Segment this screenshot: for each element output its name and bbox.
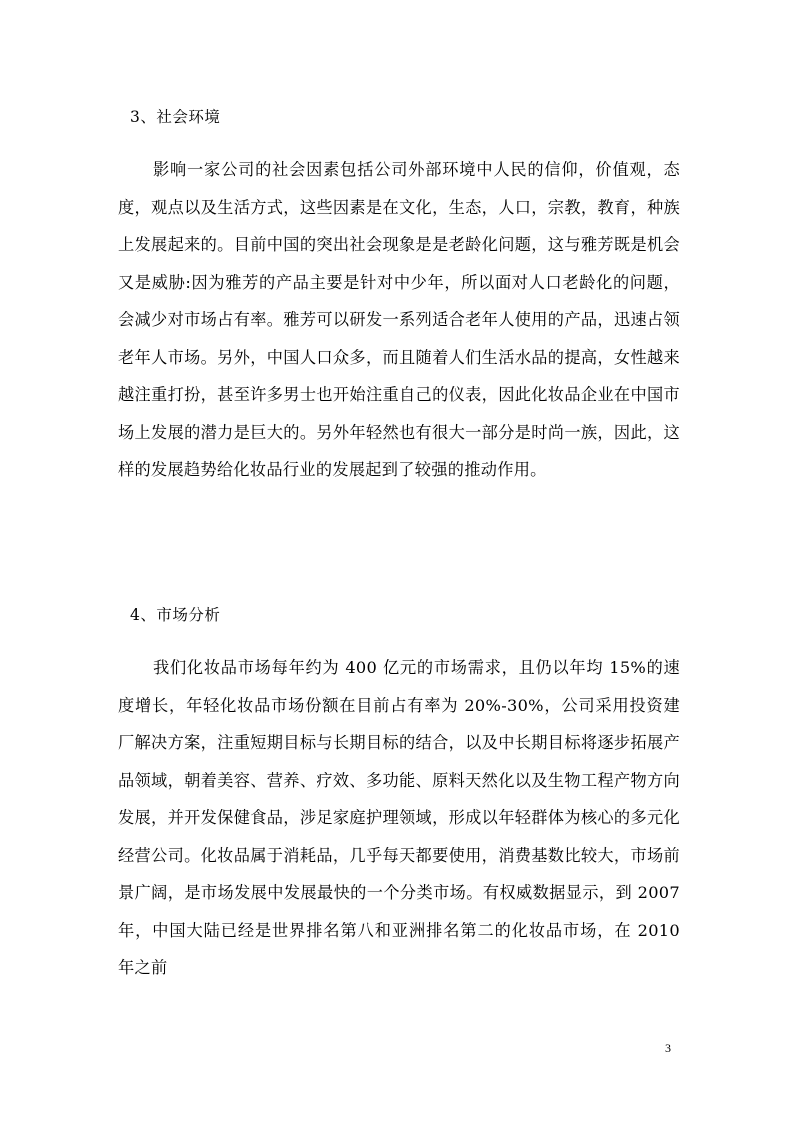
section-paragraph: 影响一家公司的社会因素包括公司外部环境中人民的信仰，价值观，态度，观点以及生活方式，这些因素是在文化，生态，人口，宗教，教育，种族上发展起来的。目前中国的突出社会现象是是老龄化问题，这与雅芳既是机会又是威胁:因为雅芳的产品主要是针对中少年，所以面对人口老龄化的问题，会减少对市场占有率。雅芳可以研发一系列适合老年人使用的产品，迅速占领老年人市场。另外，中国人口众多，而且随着人们生活水品的提高，女性越来越注重打扮，甚至许多男士也开始注重自己的仪表，因此化妆品企业在中国市场上发展的潜力是巨大的。另外年轻然也有很大一部分是时尚一族，因此，这样的发展趋势给化妆品行业的发展起到了较强的推动作用。 xyxy=(118,160,680,479)
page-number: 3 xyxy=(665,1041,671,1055)
section-paragraph: 我们化妆品市场每年约为 400 亿元的市场需求，且仍以年均 15%的速度增长，年轻化妆品市场份额在目前占有率为 20%-30%，公司采用投资建厂解决方案，注重短期目标与长期目标的结合，以及中长期目标将逐步拓展产品领域，朝着美容、营养、疗效、多功能、原料天然化以及生物工程产物方向发展，并开发保健食品，涉足家庭护理领域，形成以年轻群体为核心的多元化经营公司。化妆品属于消耗品，几乎每天都要使用，消费基数比较大，市场前景广阔，是市场发展中发展最快的一个分类市场。有权威数据显示，到 2007 年，中国大陆已经是世界排名第八和亚洲排名第二的化妆品市场，在 2010 年之前 xyxy=(118,658,680,977)
section-heading: 3、社会环境 xyxy=(130,108,221,126)
section-social-environment xyxy=(118,107,680,489)
section-heading: 4、市场分析 xyxy=(130,606,221,624)
section-market-analysis xyxy=(118,605,680,987)
